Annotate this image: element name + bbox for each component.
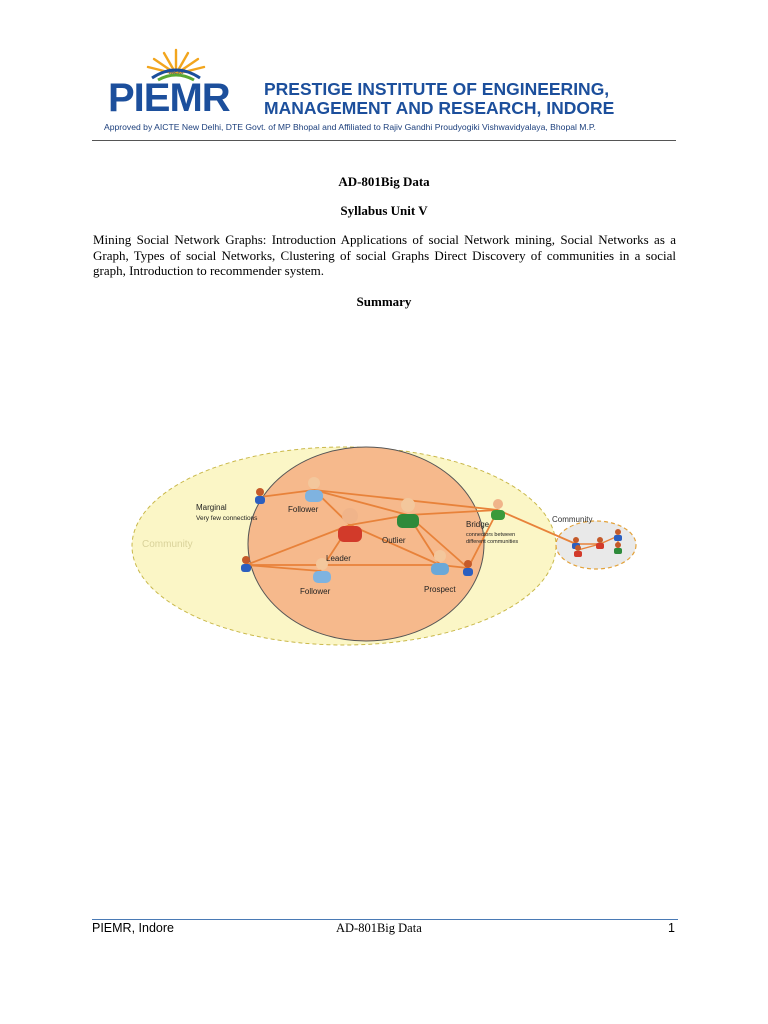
letterhead: [92, 40, 676, 141]
follower-bottom-label: Follower: [300, 587, 331, 596]
follower-top-label: Follower: [288, 505, 319, 514]
inner-community-ellipse: [248, 447, 484, 641]
approval-line: Approved by AICTE New Delhi, DTE Govt. of MP Bhopal and Affiliated to Rajiv Gandhi Proudyogiki Vishwavidyalaya, Bhopal M.P.: [104, 122, 596, 132]
social-network-diagram: [128, 440, 648, 650]
bridge-desc-1: connectors between: [466, 532, 516, 538]
institute-line-2: MANAGEMENT AND RESEARCH, INDORE: [264, 98, 615, 118]
footer-divider: [92, 919, 678, 920]
footer-center: AD-801Big Data: [336, 921, 422, 935]
prospect-label: Prospect: [424, 585, 456, 594]
marginal-label: Marginal: [196, 503, 227, 512]
leader-label: Leader: [326, 554, 351, 563]
logo-small-text: प्रेस्टीज: [168, 70, 184, 76]
outlier-label: Outlier: [382, 536, 406, 545]
bridge-desc-2: different communities: [466, 539, 519, 545]
course-title: AD-801Big Data: [338, 174, 430, 189]
marginal-desc: Very few connections: [196, 515, 258, 522]
institute-line-1: PRESTIGE INSTITUTE OF ENGINEERING,: [264, 79, 610, 99]
summary-heading: Summary: [356, 294, 412, 309]
community-right-label: Community: [552, 515, 593, 524]
institute-name: [264, 80, 614, 118]
community-left-label: Community: [142, 539, 193, 550]
bridge-label: Bridge: [466, 520, 490, 529]
logo-text: PIEMR: [108, 76, 230, 120]
syllabus-paragraph: Mining Social Network Graphs: Introduction Applications of social Network mining, Social Networks as a Graph, Types of social Networks, Clustering of social Graphs Direct Discovery of communities in a social graph, Introduction to recommender system.: [93, 232, 676, 278]
footer-left: PIEMR, Indore: [92, 921, 174, 935]
page-number: 1: [668, 921, 675, 935]
unit-title: Syllabus Unit V: [340, 203, 428, 218]
